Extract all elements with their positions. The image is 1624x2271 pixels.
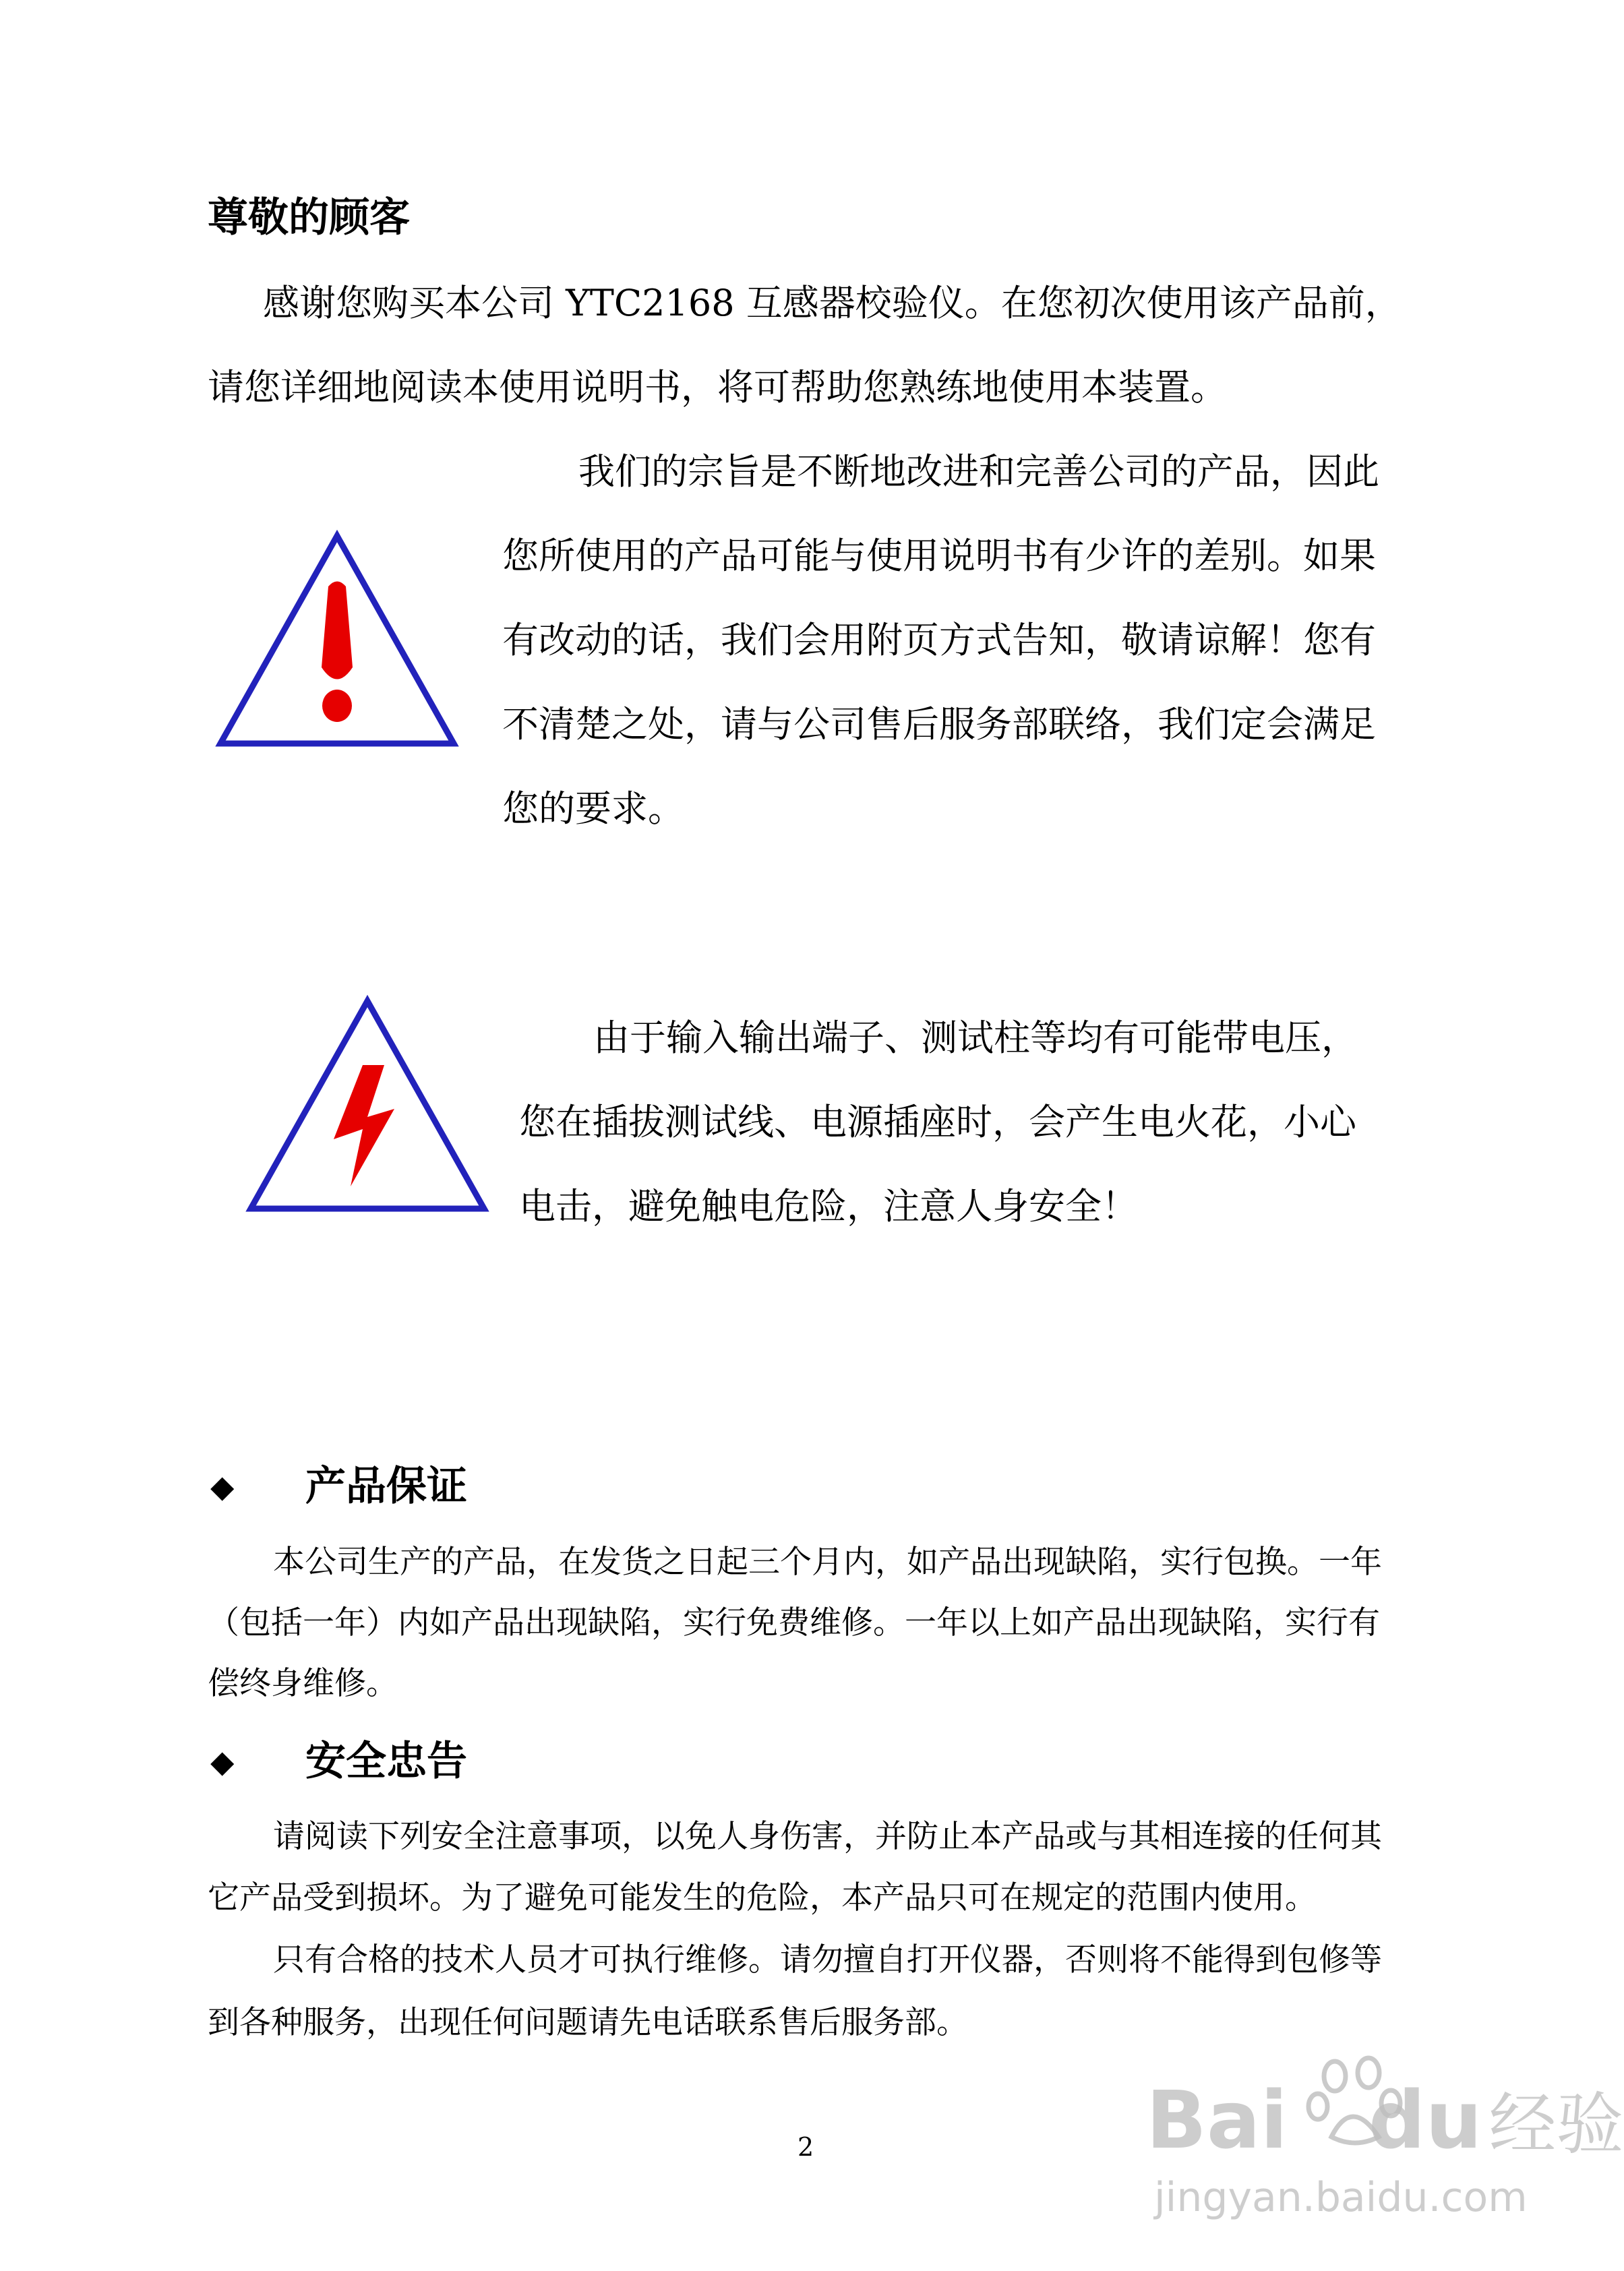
notice-line-3: 有改动的话，我们会用附页方式告知，敬请谅解！您有 — [502, 619, 1376, 661]
safety-line-3: 只有合格的技术人员才可执行维修。请勿擅自打开仪器，否则将不能得到包修等 — [273, 1941, 1382, 1978]
warranty-bullet-icon: ◆ — [210, 1468, 235, 1505]
safety-line-1: 请阅读下列安全注意事项，以免人身伤害，并防止本产品或与其相连接的任何其 — [273, 1818, 1382, 1855]
greeting-heading: 尊敬的顾客 — [208, 194, 410, 241]
safety-line-4: 到各种服务，出现任何问题请先电话联系售后服务部。 — [208, 2004, 968, 2041]
safety-heading: 安全忠告 — [305, 1738, 467, 1785]
notice-line-5: 您的要求。 — [502, 787, 684, 830]
notice-line-2: 您所使用的产品可能与使用说明书有少许的差别。如果 — [502, 535, 1376, 577]
safety-line-2: 它产品受到损坏。为了避免可能发生的危险，本产品只可在规定的范围内使用。 — [208, 1879, 1317, 1916]
watermark-url: jingyan.baidu.com — [1154, 2174, 1528, 2221]
safety-bullet-icon: ◆ — [210, 1743, 235, 1780]
watermark-brand-bai: Bai — [1146, 2073, 1288, 2167]
notice-line-4: 不清楚之处，请与公司售后服务部联络，我们定会满足 — [502, 703, 1376, 746]
notice-line-1: 我们的宗旨是不断地改进和完善公司的产品，因此 — [578, 450, 1379, 493]
watermark-brand-du: du — [1369, 2073, 1482, 2167]
watermark-brand — [1146, 2073, 1624, 2169]
warranty-line-3: 偿终身维修。 — [208, 1665, 398, 1702]
intro-line-1: 感谢您购买本公司 YTC2168 互感器校验仪。在您初次使用该产品前， — [263, 282, 1402, 324]
shock-warning-line-1: 由于输入输出端子、测试柱等均有可能带电压， — [593, 1017, 1358, 1059]
shock-warning-line-3: 电击，避免触电危险，注意人身安全！ — [519, 1185, 1138, 1228]
warranty-line-1: 本公司生产的产品，在发货之日起三个月内，如产品出现缺陷，实行包换。一年 — [273, 1544, 1382, 1581]
warranty-line-2: （包括一年）内如产品出现缺陷，实行免费维修。一年以上如产品出现缺陷，实行有 — [208, 1604, 1380, 1641]
caution-triangle-icon — [212, 529, 462, 752]
shock-warning-line-2: 您在插拔测试线、电源插座时，会产生电火花，小心 — [519, 1101, 1356, 1143]
intro-line-2: 请您详细地阅读本使用说明书，将可帮助您熟练地使用本装置。 — [208, 366, 1227, 408]
page-number: 2 — [798, 2132, 814, 2162]
warranty-heading: 产品保证 — [305, 1463, 467, 1510]
high-voltage-triangle-icon — [243, 994, 492, 1217]
watermark-brand-cn: 经验 — [1488, 2085, 1624, 2164]
